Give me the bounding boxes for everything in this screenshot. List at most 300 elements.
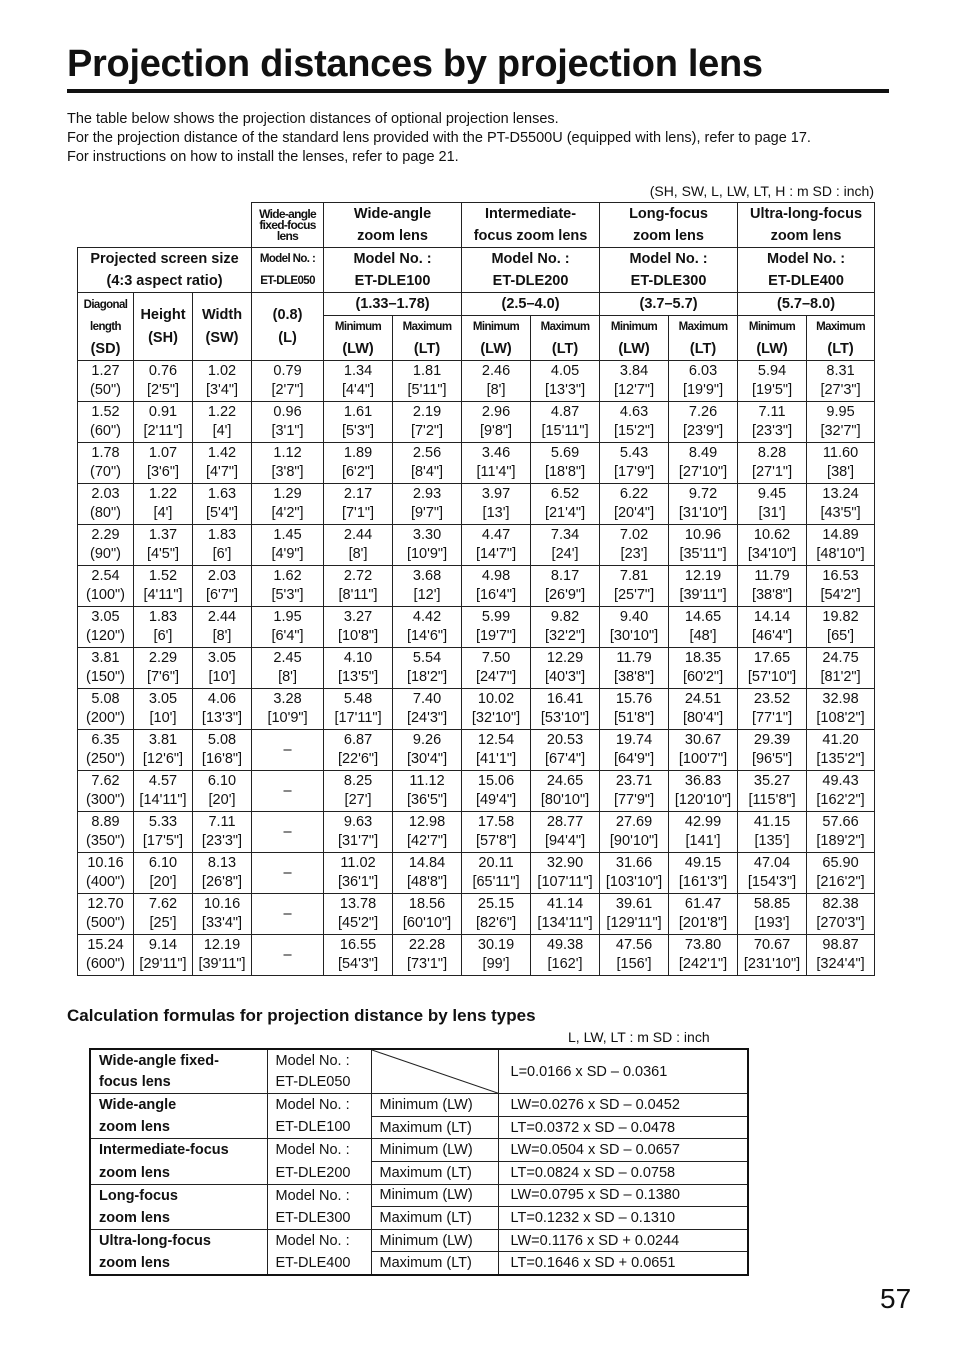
cell-value: 8.89 [91,814,120,830]
cell-value: 10.16 [87,855,124,871]
table-cell [252,730,324,771]
cell-conversion: [41'1"] [475,751,517,767]
table-cell [324,853,393,894]
cell-value: 23.71 [615,773,653,789]
table-cell [324,812,393,853]
cell-value: 2.93 [412,486,442,502]
table-cell [807,402,875,443]
cell-value: 1.29 [273,486,302,502]
table-cell [462,443,531,484]
cell-value: 9.14 [148,937,178,953]
cell-conversion: [23'3"] [201,833,243,849]
cell-conversion: [96'5"] [751,751,793,767]
cell-value: 24.65 [546,773,584,789]
formula-range-label: Maximum (LT) [371,1207,498,1230]
table-cell [78,730,134,771]
cell-value: 1.37 [148,527,178,543]
cell-conversion: [8'] [212,628,232,644]
cell-conversion: [33'4"] [201,915,243,931]
cell-value: 6.03 [688,363,718,379]
cell-value: 1.42 [207,445,237,461]
cell-conversion: [103'10"] [605,874,663,890]
table-cell [738,894,807,935]
max-header: Maximum [393,316,462,339]
cell-value: 8.13 [207,855,237,871]
table-cell [600,689,669,730]
cell-value: 0.91 [148,404,178,420]
cell-conversion: [13'5"] [337,669,379,685]
lt-header: (LT) [531,338,600,361]
max-header: Maximum [531,316,600,339]
cell-value: 4.47 [481,527,511,543]
cell-value: 8.17 [550,568,580,584]
table-cell [462,689,531,730]
table-corner [78,203,252,248]
cell-conversion: [10'] [208,669,236,685]
model-number: ET-DLE100 [324,270,462,293]
cell-value: 13.24 [822,486,859,502]
table-cell [193,730,252,771]
table-cell [531,361,600,402]
table-cell [531,566,600,607]
cell-conversion: [26'9"] [544,587,586,603]
table-cell [738,771,807,812]
cell-conversion: [29'11"] [139,956,187,972]
cell-value: 12.19 [684,568,722,584]
cell-value: 4.98 [481,568,511,584]
model-label: Model No. : [600,248,738,271]
lt-header: (LT) [807,338,875,361]
cell-conversion: [60'2"] [682,669,724,685]
table-cell [738,361,807,402]
formula-range-label: Maximum (LT) [371,1252,498,1275]
table-cell [738,648,807,689]
table-cell [393,730,462,771]
cell-value: 2.46 [481,363,511,379]
cell-value: 4.63 [619,404,649,420]
page-title: Projection distances by projection lens [67,43,763,85]
cell-value: 61.47 [684,896,722,912]
lens-name-long-line2: zoom lens [600,225,738,248]
cell-value: 1.62 [273,568,302,584]
ratio-intermediate: (2.5–4.0) [462,293,600,316]
cell-conversion: [201'8"] [678,915,728,931]
table-cell [669,935,738,976]
cell-conversion: [40'3"] [544,669,586,685]
cell-value: 24.75 [822,650,859,666]
cell-conversion: [7'6"] [146,669,180,685]
table-cell [531,730,600,771]
table-cell [531,853,600,894]
cell-value: 5.33 [148,814,178,830]
cell-value: 2.19 [412,404,442,420]
cell-value: 1.52 [91,404,120,420]
cell-value: 98.87 [822,937,859,953]
table-cell [134,853,193,894]
cell-value: 5.48 [343,691,373,707]
table-cell [393,812,462,853]
formula-expression: LW=0.1176 x SD + 0.0244 [498,1229,748,1252]
diagonal-header-line: length [90,320,121,333]
cell-value: 1.45 [273,527,302,543]
cell-conversion: (500") [86,915,125,931]
cell-value: 9.45 [757,486,787,502]
cell-conversion: [65'] [827,628,855,644]
formula-expression: LT=0.1646 x SD + 0.0651 [498,1252,748,1275]
cell-conversion: [60'10"] [402,915,452,931]
cell-conversion: [162'] [547,956,583,972]
formula-heading: Calculation formulas for projection distance by lens types [67,1006,536,1025]
table-cell [807,484,875,525]
table-cell [738,812,807,853]
table-row [78,525,875,566]
cell-value: 42.99 [684,814,722,830]
cell-conversion: [120'10"] [674,792,732,808]
cell-conversion: [82'6"] [475,915,517,931]
cell-value: 1.95 [273,609,302,625]
cell-conversion: [7'2"] [410,423,444,439]
cell-conversion: [27'] [344,792,372,808]
fixed-lens-name [252,203,324,248]
formula-row [90,1161,748,1184]
units-note: (SH, SW, L, LW, LT, H : m SD : inch) [649,183,874,199]
cell-value: 15.76 [615,691,653,707]
cell-value: 1.02 [207,363,237,379]
formula-row [90,1139,748,1162]
table-cell [252,812,324,853]
lt-header: (LT) [669,338,738,361]
table-cell [193,443,252,484]
cell-conversion: [10'] [149,710,177,726]
cell-value: 7.62 [148,896,178,912]
table-row [78,730,875,771]
cell-value: 70.67 [753,937,791,953]
table-cell [134,771,193,812]
table-row [78,894,875,935]
cell-value: 5.08 [207,732,237,748]
table-cell [462,361,531,402]
cell-value: 10.02 [477,691,515,707]
table-row [78,648,875,689]
table-cell [462,771,531,812]
cell-value: – [283,946,292,963]
cell-conversion: [115'8"] [748,792,796,808]
diagonal-header [78,293,134,361]
table-cell [193,648,252,689]
table-cell [78,935,134,976]
formula-lens-name: zoom lens [90,1252,267,1275]
table-cell [252,525,324,566]
max-header: Maximum [807,316,875,339]
cell-conversion: [8'4"] [410,464,444,480]
cell-value: 6.35 [91,732,120,748]
table-cell [193,607,252,648]
cell-conversion: [14'11"] [139,792,187,808]
cell-value: 1.78 [91,445,120,461]
table-cell [78,566,134,607]
cell-conversion: [10'9"] [406,546,448,562]
cell-value: 18.35 [684,650,722,666]
table-cell [78,648,134,689]
cell-conversion: [5'3"] [271,587,304,603]
formula-expression: L=0.0166 x SD – 0.0361 [498,1049,748,1094]
cell-value: 5.08 [91,691,120,707]
min-header: Minimum [462,316,531,339]
cell-value: 1.07 [148,445,178,461]
cell-conversion: [270'3"] [816,915,865,931]
table-cell [324,443,393,484]
cell-conversion: [21'4"] [544,505,586,521]
table-cell [807,689,875,730]
cell-conversion: [65'11"] [472,874,520,890]
table-cell [669,443,738,484]
cell-value: 30.19 [477,937,515,953]
table-cell [531,812,600,853]
model-number: ET-DLE200 [462,270,600,293]
cell-value: 35.27 [753,773,791,789]
table-cell [78,525,134,566]
model-number: ET-DLE400 [738,270,875,293]
table-cell [193,894,252,935]
cell-conversion: [2'7"] [271,382,304,398]
cell-value: 3.05 [207,650,237,666]
table-row [78,566,875,607]
cell-conversion: (70") [90,464,121,480]
intro-line: For the projection distance of the standard lens provided with the PT-D5500U (equipped with lens), refer to page 17. [67,130,811,146]
cell-value: – [283,864,292,881]
cell-conversion: [20'] [149,874,177,890]
cell-value: 9.63 [343,814,373,830]
fixed-col-label: (L) [278,329,297,346]
table-cell [252,443,324,484]
formula-range-label: Minimum (LW) [371,1094,498,1117]
table-cell [600,894,669,935]
table-cell [462,853,531,894]
cell-value: 0.76 [148,363,178,379]
table-cell [78,771,134,812]
model-number: ET-DLE300 [600,270,738,293]
cell-conversion: [12'7"] [613,382,655,398]
cell-conversion: [14'6"] [406,628,448,644]
cell-conversion: [34'10"] [747,546,797,562]
model-label: Model No. : [738,248,875,271]
cell-conversion: [4'9"] [271,546,304,562]
cell-conversion: (400") [86,874,125,890]
table-cell [807,894,875,935]
projection-distance-table [77,202,875,976]
cell-value: 4.10 [343,650,373,666]
cell-conversion: [19'7"] [475,628,517,644]
cell-conversion: [4'11"] [143,587,183,603]
cell-conversion: [48'8"] [406,874,448,890]
cell-value: 11.02 [340,855,376,871]
cell-conversion: [19'5"] [751,382,793,398]
table-cell [600,771,669,812]
formula-lens-name: zoom lens [90,1207,267,1230]
cell-conversion: (200") [86,710,125,726]
table-cell [531,935,600,976]
table-cell [324,566,393,607]
cell-conversion: [38'] [827,464,855,480]
cell-value: 3.28 [273,691,302,707]
cell-value: 11.79 [616,650,652,666]
cell-conversion: [3'1"] [271,423,304,439]
cell-value: 82.38 [822,896,859,912]
cell-value: 12.54 [477,732,515,748]
ratio-long: (3.7–5.7) [600,293,738,316]
cell-conversion: (80") [90,505,121,521]
cell-conversion: [7'1"] [341,505,375,521]
cell-value: 6.22 [619,486,649,502]
cell-value: 14.84 [408,855,446,871]
cell-conversion: [14'7"] [475,546,517,562]
cell-conversion: [35'11"] [679,546,727,562]
min-header: Minimum [600,316,669,339]
table-cell [462,566,531,607]
cell-value: 2.03 [91,486,120,502]
table-cell [531,648,600,689]
cell-conversion: (600") [86,956,125,972]
cell-value: 25.15 [477,896,515,912]
cell-value: 31.66 [615,855,653,871]
table-cell [600,402,669,443]
table-cell [393,525,462,566]
table-cell [134,402,193,443]
formula-model-number: ET-DLE400 [267,1252,371,1275]
diagonal-slash [372,1050,498,1093]
table-cell [600,853,669,894]
table-cell [252,689,324,730]
cell-conversion: [12'] [413,587,441,603]
lens-name-wide: Wide-angle [324,203,462,226]
formula-lens-name: zoom lens [90,1161,267,1184]
lt-header: (LT) [393,338,462,361]
diagonal-header-line: (SD) [90,340,121,357]
ratio-wide: (1.33–1.78) [324,293,462,316]
cell-conversion: [216'2"] [816,874,865,890]
table-cell [531,443,600,484]
cell-conversion: (350") [86,833,125,849]
cell-conversion: [27'3"] [820,382,861,398]
cell-value: 19.82 [822,609,859,625]
cell-conversion: [6'2"] [341,464,375,480]
cell-conversion: [8'11"] [338,587,378,603]
cell-value: 3.05 [91,609,120,625]
cell-conversion: [23'] [620,546,648,562]
cell-value: 16.55 [339,937,377,953]
cell-conversion: [242'1"] [678,956,728,972]
table-row [78,484,875,525]
cell-value: 1.83 [148,609,178,625]
cell-value: 1.89 [343,445,373,461]
cell-value: 7.34 [550,527,580,543]
cell-value: 23.52 [753,691,791,707]
cell-value: 47.04 [753,855,791,871]
table-cell [324,894,393,935]
cell-value: 8.28 [757,445,787,461]
table-cell [393,607,462,648]
table-cell [324,689,393,730]
cell-value: 9.82 [550,609,580,625]
table-cell [252,566,324,607]
height-header-line: (SH) [148,329,178,346]
lens-name-ultra-line2: zoom lens [738,225,875,248]
lw-header: (LW) [600,338,669,361]
min-header: Minimum [324,316,393,339]
cell-conversion: [54'2"] [820,587,861,603]
table-cell [600,361,669,402]
lens-name-intermediate-line2: focus zoom lens [462,225,600,248]
cell-conversion: [48'10"] [816,546,865,562]
table-cell [324,730,393,771]
cell-value: 12.98 [408,814,446,830]
table-row [78,935,875,976]
table-cell [600,730,669,771]
table-cell [393,402,462,443]
cell-conversion: [107'11"] [537,874,593,890]
table-cell [738,689,807,730]
cell-conversion: [17'11"] [334,710,382,726]
cell-conversion: [23'3"] [751,423,793,439]
cell-conversion: [13'3"] [544,382,586,398]
cell-conversion: [90'10"] [609,833,659,849]
cell-conversion: [38'8"] [613,669,655,685]
table-cell [531,689,600,730]
table-cell [738,730,807,771]
table-row [78,361,875,402]
cell-conversion: [6'4"] [271,628,304,644]
cell-conversion: [57'8"] [475,833,517,849]
cell-value: 10.62 [753,527,791,543]
height-header-line: Height [140,306,186,323]
table-cell [393,894,462,935]
intro-text [67,110,811,167]
cell-value: 9.72 [688,486,718,502]
cell-value: 13.78 [339,896,377,912]
formula-model-label: Model No. : [267,1184,371,1207]
cell-value: 73.80 [684,937,722,953]
cell-conversion: [77'1"] [751,710,793,726]
formula-model-number: ET-DLE300 [267,1207,371,1230]
table-cell [393,566,462,607]
cell-value: 3.84 [619,363,649,379]
cell-value: 39.61 [615,896,653,912]
cell-conversion: [30'10"] [609,628,659,644]
cell-conversion: [15'2"] [613,423,655,439]
cell-value: 1.81 [412,363,442,379]
cell-value: 49.38 [546,937,584,953]
table-cell [462,525,531,566]
ratio-ultra: (5.7–8.0) [738,293,875,316]
table-cell [531,402,600,443]
cell-conversion: [25'7"] [613,587,655,603]
table-cell [134,689,193,730]
table-cell [193,771,252,812]
cell-value: 1.22 [207,404,237,420]
cell-conversion: [32'2"] [544,628,586,644]
cell-conversion: [24'] [551,546,579,562]
intro-line: The table below shows the projection distances of optional projection lenses. [67,111,559,127]
table-cell [462,484,531,525]
cell-value: 5.99 [481,609,511,625]
cell-value: 14.65 [684,609,722,625]
cell-conversion: [27'10"] [678,464,728,480]
formula-model-number: ET-DLE100 [267,1116,371,1139]
cell-value: 28.77 [546,814,584,830]
cell-conversion: [19'9"] [682,382,724,398]
formula-range-label: Maximum (LT) [371,1161,498,1184]
cell-conversion: [2'5"] [146,382,180,398]
